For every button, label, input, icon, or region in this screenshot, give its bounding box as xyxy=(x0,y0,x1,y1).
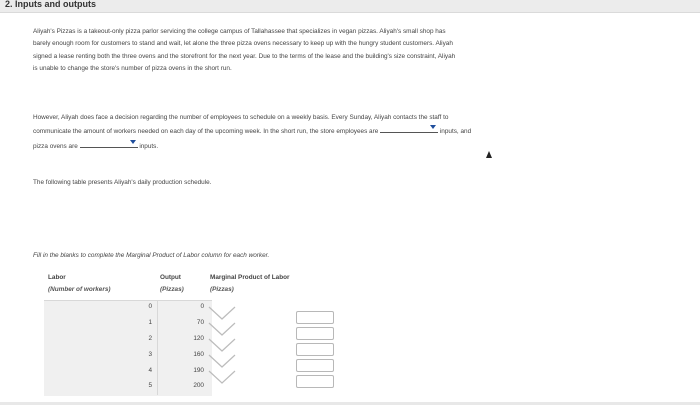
mpl-input-worker-3[interactable] xyxy=(296,343,334,356)
intro-paragraph xyxy=(33,26,663,75)
decision-line-1: However, Aliyah does face a decision regarding the number of employees to schedule on a weekly basis. Every Sunday, Aliyah contacts the staff to xyxy=(33,114,449,121)
intro-line: Aliyah's Pizzas is a takeout-only pizza parlor servicing the college campus of Tallahassee that specializes in vegan pizzas. Aliyah's small shop has xyxy=(33,28,446,35)
decision-line-3-text: pizza ovens are xyxy=(33,142,78,150)
mouse-cursor-icon xyxy=(486,151,492,158)
decision-line-2 xyxy=(33,124,663,138)
decision-line-3 xyxy=(33,139,663,153)
mpl-header xyxy=(210,274,290,281)
table-cell-output: 70 xyxy=(196,319,204,326)
table-cell-labor: 5 xyxy=(148,382,152,389)
decision-line-3-suffix: inputs. xyxy=(139,142,159,150)
mpl-connector-marks xyxy=(206,305,242,391)
labor-subheader-label: (Number of workers) xyxy=(48,286,111,293)
labor-header-label: Labor xyxy=(48,274,66,281)
mpl-header-label: Marginal Product of Labor xyxy=(210,274,290,281)
section-title: 2. Inputs and outputs xyxy=(5,0,96,9)
chevron-down-icon xyxy=(130,140,136,144)
table-cell-labor: 2 xyxy=(148,335,152,342)
table-intro: The following table presents Aliyah's daily production schedule. xyxy=(33,179,212,186)
connector-mark xyxy=(209,355,235,367)
table-cell-labor: 1 xyxy=(148,319,152,326)
employees-input-type-dropdown[interactable] xyxy=(380,124,438,133)
section-header xyxy=(0,0,700,13)
output-subheader xyxy=(160,286,184,293)
output-header xyxy=(160,274,181,281)
connector-mark xyxy=(209,339,235,351)
connector-mark xyxy=(209,307,235,319)
ovens-input-type-dropdown[interactable] xyxy=(80,139,138,148)
mpl-subheader-label: (Pizzas) xyxy=(210,286,234,293)
table-divider xyxy=(157,300,158,395)
output-subheader-label: (Pizzas) xyxy=(160,286,184,293)
table-cell-output: 0 xyxy=(200,303,204,310)
mpl-input-worker-4[interactable] xyxy=(296,359,334,372)
table-cell-labor: 3 xyxy=(148,351,152,358)
mpl-input-worker-2[interactable] xyxy=(296,327,334,340)
labor-subheader xyxy=(48,286,111,293)
intro-line: signed a lease renting both the three ovens and the storefront for the next year. Due to the terms of the lease and the building's size constraint, Aliyah xyxy=(33,52,456,60)
output-header-label: Output xyxy=(160,274,181,281)
mpl-input-worker-1[interactable] xyxy=(296,311,334,324)
connector-mark xyxy=(209,323,235,335)
mpl-subheader xyxy=(210,286,234,293)
table-cell-output: 190 xyxy=(193,367,204,374)
intro-line: barely enough room for customers to stand and wait, let alone the three pizza ovens necessary to keep up with the hungry student customers. Aliyah xyxy=(33,40,453,48)
instruction-text: Fill in the blanks to complete the Marginal Product of Labor column for each worker. xyxy=(33,252,270,259)
table-cell-output: 160 xyxy=(193,351,204,358)
mpl-input-worker-5[interactable] xyxy=(296,375,334,388)
table-cell-output: 120 xyxy=(193,335,204,342)
connector-mark xyxy=(209,371,235,383)
intro-line: is unable to change the store's number of pizza ovens in the short run. xyxy=(33,64,232,72)
decision-paragraph xyxy=(33,112,663,153)
decision-line-2-text: communicate the amount of workers needed on each day of the upcoming week. In the short run, the store employees are xyxy=(33,128,379,136)
labor-header xyxy=(48,274,66,281)
table-cell-output: 200 xyxy=(193,382,204,389)
table-cell-labor: 0 xyxy=(148,303,152,310)
table-cell-labor: 4 xyxy=(148,367,152,374)
decision-line-2-suffix: inputs, and xyxy=(439,128,472,136)
chevron-down-icon xyxy=(430,125,436,129)
